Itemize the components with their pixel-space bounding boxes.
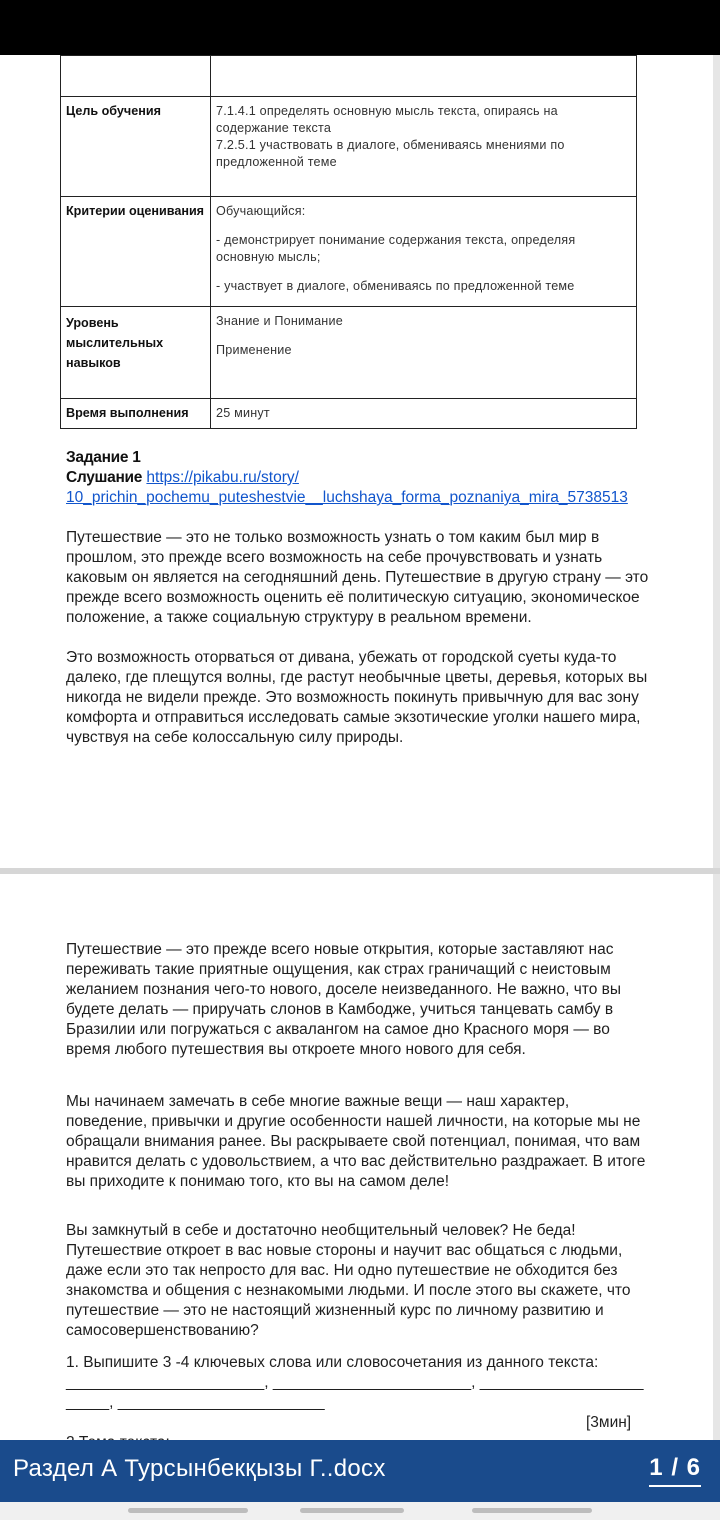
scrollbar[interactable] bbox=[713, 874, 720, 1440]
time-allocation: [3мин] bbox=[586, 1414, 632, 1431]
page-indicator[interactable]: 1 / 6 bbox=[649, 1454, 701, 1487]
nav-handle[interactable] bbox=[472, 1508, 592, 1513]
listen-label: Слушание bbox=[66, 469, 143, 486]
skill-level-2: Применение bbox=[216, 343, 292, 357]
criteria-2: - участвует в диалоге, обмениваясь по предложенной теме bbox=[216, 279, 575, 293]
status-bar bbox=[0, 0, 720, 55]
document-title-bar bbox=[0, 1440, 720, 1502]
objective-2: 7.2.5.1 участвовать в диалоге, обмениваясь мнениями по предложенной теме bbox=[216, 138, 565, 169]
paragraph: Вы замкнутый в себе и достаточно необщительный человек? Не беда! Путешествие откроет в вас новые стороны и научит вас общаться с людьми, даже если это так непросто для вас. Ни одно путешествие не обходится без знакомства и общения с незнакомыми людьми. И после этого вы скажете, что путешествие — это не настоящий жизненный курс по личному развитию и самосовершенствованию? bbox=[66, 1222, 631, 1339]
document-page-2 bbox=[0, 874, 713, 1440]
table-cell-value bbox=[211, 56, 637, 97]
task-heading: Задание 1 bbox=[66, 449, 141, 466]
paragraph: Мы начинаем замечать в себе многие важные вещи — наш характер, поведение, привычки и другие особенности нашей личности, на которые мы не обращали внимания ранее. Вы раскрываете свой потенциал, понимая, что вам нравится делать с удовольствием, а что вас действительно раздражает. В итоге вы приходите к понимаю того, кто вы на самом деле! bbox=[66, 1093, 646, 1190]
document-title: Раздел А Турсынбекқызы Г..docx bbox=[13, 1455, 386, 1482]
table-row bbox=[61, 399, 637, 429]
table-cell-label: Критерии оценивания bbox=[61, 197, 211, 307]
table-cell-label: Время выполнения bbox=[61, 399, 211, 429]
lesson-info-table bbox=[60, 55, 637, 429]
paragraph: Это возможность оторваться от дивана, убежать от городской суеты куда-то далеко, где плещутся волны, где растут необычные цветы, деревья, которых вы никогда не видели прежде. Это возможность покинуть привычную для вас зону комфорта и отправиться исследовать самые экзотические уголки нашего мира, чувствуя на себе колоссальную силу природы. bbox=[66, 649, 648, 746]
table-cell-label bbox=[61, 56, 211, 97]
story-link[interactable]: https://pikabu.ru/story/ 10_prichin_pochemu_puteshestvie__luchshaya_forma_poznaniya_mira_5738513 bbox=[66, 469, 628, 506]
question-1-text: 1. Выпишите 3 -4 ключевых слова или словосочетания из данного текста: bbox=[66, 1354, 599, 1371]
table-cell-value bbox=[211, 97, 637, 197]
table-cell-label: Цель обучения bbox=[61, 97, 211, 197]
answer-blanks: _______________________, _______________________, ________________________, ________________________ bbox=[66, 1374, 644, 1411]
table-row bbox=[61, 307, 637, 399]
objective-1: 7.1.4.1 определять основную мысль текста, опираясь на содержание текста bbox=[216, 104, 558, 135]
table-cell-value: 25 минут bbox=[211, 399, 637, 429]
criteria-1: - демонстрирует понимание содержания текста, определяя основную мысль; bbox=[216, 233, 576, 264]
nav-handle[interactable] bbox=[128, 1508, 248, 1513]
nav-handle[interactable] bbox=[300, 1508, 404, 1513]
table-cell-value bbox=[211, 307, 637, 399]
skill-level-1: Знание и Понимание bbox=[216, 314, 343, 328]
document-page-1 bbox=[0, 55, 713, 868]
paragraph: Путешествие — это прежде всего новые открытия, которые заставляют нас переживать такие приятные ощущения, как страх граничащий с неистовым желанием познания чего-то нового, доселе неизведанного. Не важно, что вы будете делать — приручать слонов в Камбодже, учиться танцевать самбу в Бразилии или погружаться с аквалангом на самое дно Красного моря — во время любого путешествия вы откроете много нового для себя. bbox=[66, 941, 622, 1058]
table-cell-label: Уровень мыслительных навыков bbox=[61, 307, 211, 399]
criteria-intro: Обучающийся: bbox=[216, 204, 306, 218]
table-row bbox=[61, 197, 637, 307]
system-nav-area bbox=[0, 1502, 720, 1520]
table-row bbox=[61, 56, 637, 97]
paragraph: Путешествие — это не только возможность узнать о том каким был мир в прошлом, это прежде всего возможность на себе прочувствовать и узнать каковым он является на сегодняшний день. Путешествие в другую страну — это прежде всего возможность оценить её политическую ситуацию, экономическое положение, а также социальную структуру в реальном времени. bbox=[66, 529, 649, 626]
table-cell-value bbox=[211, 197, 637, 307]
task-block bbox=[66, 448, 713, 508]
scrollbar[interactable] bbox=[713, 55, 720, 868]
table-row bbox=[61, 97, 637, 197]
